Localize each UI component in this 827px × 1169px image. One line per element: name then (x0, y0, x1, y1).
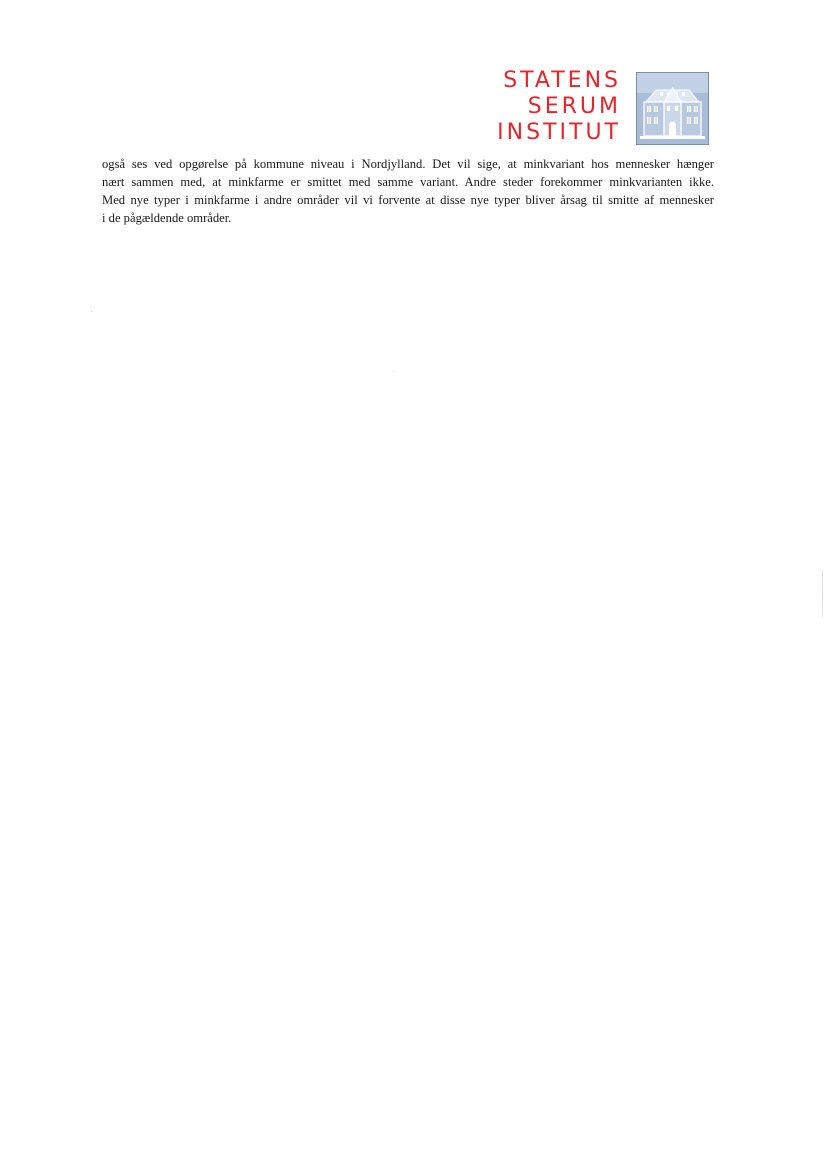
body-line-1: også ses ved opgørelse på kommune niveau i Nordjylland. Det vil sige, at minkvariant hos mennesker hænger (102, 157, 714, 171)
body-line-4: i de pågældende områder. (102, 211, 232, 225)
body-line-2: nært sammen med, at minkfarme er smittet med samme variant. Andre steder forekommer minkvarianten ikke. (102, 175, 714, 189)
scan-speck (91, 311, 92, 312)
body-paragraph (102, 155, 714, 227)
scan-speck (393, 371, 394, 372)
logo-wordmark (497, 68, 621, 146)
logo-line-institut: INSTITUT (497, 120, 621, 145)
scan-edge-mark (822, 570, 823, 618)
logo-line-serum: SERUM (527, 94, 621, 119)
logo-line-statens: STATENS (503, 68, 621, 93)
building-emblem-icon (636, 72, 709, 145)
body-line-3: Med nye typer i minkfarme i andre områder vil vi forvente at disse nye typer bliver årsag til smitte af mennesker (102, 193, 714, 207)
ssi-logo (497, 68, 715, 150)
